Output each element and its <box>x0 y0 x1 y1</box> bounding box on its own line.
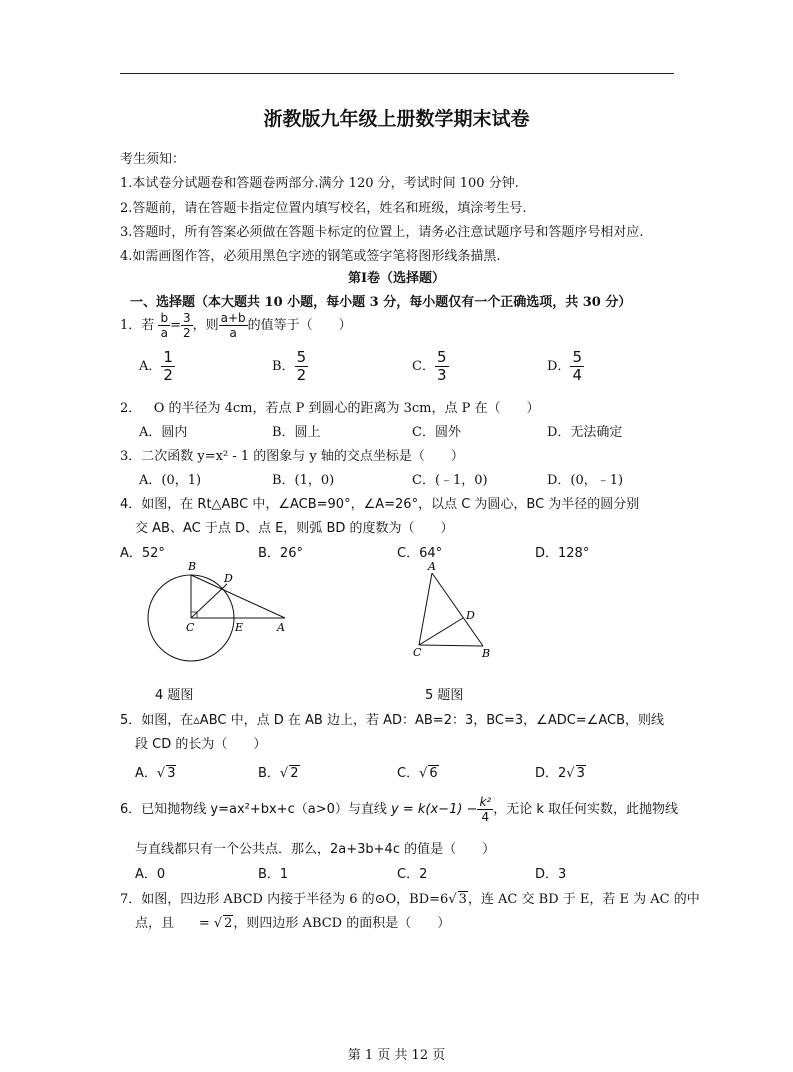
fig4-label-b: B <box>188 560 197 573</box>
page-title: 浙教版九年级上册数学期末试卷 <box>263 108 530 130</box>
fig4-label-d: D <box>224 572 233 585</box>
q6-fraction-k2-over-4: $\frac{\text{k²}}{4}$ <box>479 795 492 824</box>
question-2: 2． O 的半径为 4cm，若点 P 到圆心的距离为 3cm，点 P 在（ ） <box>120 401 540 416</box>
notice-item-2: 2.答题前，请在答题卡指定位置内填写校名，姓名和班级，填涂考生号. <box>120 201 527 216</box>
fig5-segment-ac <box>419 573 432 645</box>
question-4-line-1: 4．如图，在 Rt△ABC 中，∠ACB=90°，∠A=26°，以点 C 为圆心，BC 为半径的圆分别 <box>120 497 640 512</box>
q1-pre: 若 <box>141 318 155 333</box>
q5-option-a: A．√ 3 <box>135 766 176 781</box>
q1-post: 的值等于（ ） <box>247 318 352 333</box>
fig4-label-a: A <box>277 621 285 634</box>
q5-option-c: C．√ 6 <box>397 766 438 781</box>
fig5-label-d: D <box>466 609 475 622</box>
q1-option-d: D． $\frac{5}{4}$ <box>547 348 582 384</box>
question-6-line-1: 6．已知抛物线 y=ax²+bx+c（a>0）与直线 y = k(x−1) − $\frac{\text{k²}}{4}$ ，无论 k 取任何实数，此抛物线 <box>120 795 678 824</box>
question-7-line-1: 7．如图，四边形 ABCD 内接于半径为 6 的⊙O，BD=6√ 3，连 AC 交 BD 于 E，若 E 为 AC 的中 <box>120 892 700 907</box>
q2-option-d: D．无法确定 <box>547 425 623 440</box>
fig5-label-a: A <box>428 560 436 573</box>
header-rule <box>120 73 674 74</box>
question-5-line-1: 5．如图，在▵ABC 中，点 D 在 AB 边上，若 AD：AB=2：3，BC=3，∠ADC=∠ACB，则线 <box>120 713 665 728</box>
q1-option-b: B． $\frac{5}{2}$ <box>272 348 307 384</box>
section-title: 一、选择题（本大题共 10 小题，每小题 3 分，每小题仅有一个正确选项，共 30 分） <box>130 295 632 310</box>
q4-option-b: B．26° <box>258 546 303 561</box>
q1-fraction-sum-over-a: $\frac{a+b}{a}$ <box>220 311 246 340</box>
fig5-segment-cb <box>419 645 483 646</box>
q6-option-a: A．0 <box>135 867 166 882</box>
notice-item-3: 3.答题时，所有答案必须做在答题卡标定的位置上，请务必注意试题序号和答题序号相对应. <box>120 225 644 240</box>
q1-option-c: C． $\frac{5}{3}$ <box>412 348 447 384</box>
q4-option-d: D．128° <box>535 546 590 561</box>
fig4-segment-cd <box>191 584 227 618</box>
figure-4-caption: 4 题图 <box>155 688 194 703</box>
fig5-label-c: C <box>413 646 422 659</box>
q4-option-a: A．52° <box>120 546 165 561</box>
q6-line-formula: y = k(x−1) − <box>391 802 478 817</box>
notice-item-1: 1.本试卷分试题卷和答题卷两部分.满分 120 分，考试时间 100 分钟. <box>120 176 519 191</box>
figure-4 <box>140 558 300 668</box>
q6-option-d: D．3 <box>535 867 567 882</box>
q3-option-c: C．(﹣1，0) <box>412 473 488 488</box>
fig5-label-b: B <box>482 647 491 660</box>
question-4-line-2: 交 AB、AC 于点 D、点 E，则弧 BD 的度数为（ ） <box>135 521 454 536</box>
volume-title: 第Ⅰ卷（选择题） <box>347 271 446 286</box>
q5-option-d: D．2√ 3 <box>535 766 585 781</box>
notice-item-4: 4.如需画图作答，必须用黑色字迹的钢笔或签字笔将图形线条描黑. <box>120 249 501 264</box>
q1-mid: ，则 <box>192 318 219 333</box>
q4-option-c: C．64° <box>397 546 443 561</box>
page-footer: 第 1 页 共 12 页 <box>347 1048 446 1063</box>
figure-5-caption: 5 题图 <box>425 688 464 703</box>
q6-option-c: C．2 <box>397 867 428 882</box>
notice-heading: 考生须知： <box>120 152 186 167</box>
q5-option-b: B．√ 2 <box>258 766 299 781</box>
q1-number: 1． <box>120 318 142 333</box>
fig5-segment-ab <box>432 573 483 646</box>
q2-option-a: A．圆内 <box>139 425 188 440</box>
q2-option-c: C．圆外 <box>412 425 461 440</box>
figure-5 <box>405 558 505 663</box>
q1-option-a: A． $\frac{1}{2}$ <box>139 348 173 384</box>
question-3: 3．二次函数 y=x² - 1 的图象与 y 轴的交点坐标是（ ） <box>120 449 464 464</box>
q1-fraction-b-over-a: $\frac{b}{a}$ <box>160 311 169 340</box>
fig5-segment-cd <box>419 618 463 645</box>
q3-option-d: D．(0，﹣1) <box>547 473 624 488</box>
q3-option-a: A．(0，1) <box>139 473 202 488</box>
q2-option-b: B．圆上 <box>272 425 321 440</box>
fig4-label-e: E <box>235 621 244 634</box>
question-1: 1．若 $\frac{b}{a}$ = $\frac{3}{2}$ ，则 $\frac{a+b}{a}$ 的值等于（ ） <box>120 311 352 340</box>
question-7-line-2: 点，且 = √ 2，则四边形 ABCD 的面积是（ ） <box>135 916 451 931</box>
q3-option-b: B．(1，0) <box>272 473 335 488</box>
question-5-line-2: 段 CD 的长为（ ） <box>135 737 267 752</box>
q6-option-b: B．1 <box>258 867 289 882</box>
fig4-label-c: C <box>186 621 195 634</box>
q1-fraction-3-over-2: $\frac{3}{2}$ <box>182 311 191 340</box>
question-6-line-2: 与直线都只有一个公共点．那么，2a+3b+4c 的值是（ ） <box>135 842 496 857</box>
fig4-segment-ba <box>191 575 285 618</box>
